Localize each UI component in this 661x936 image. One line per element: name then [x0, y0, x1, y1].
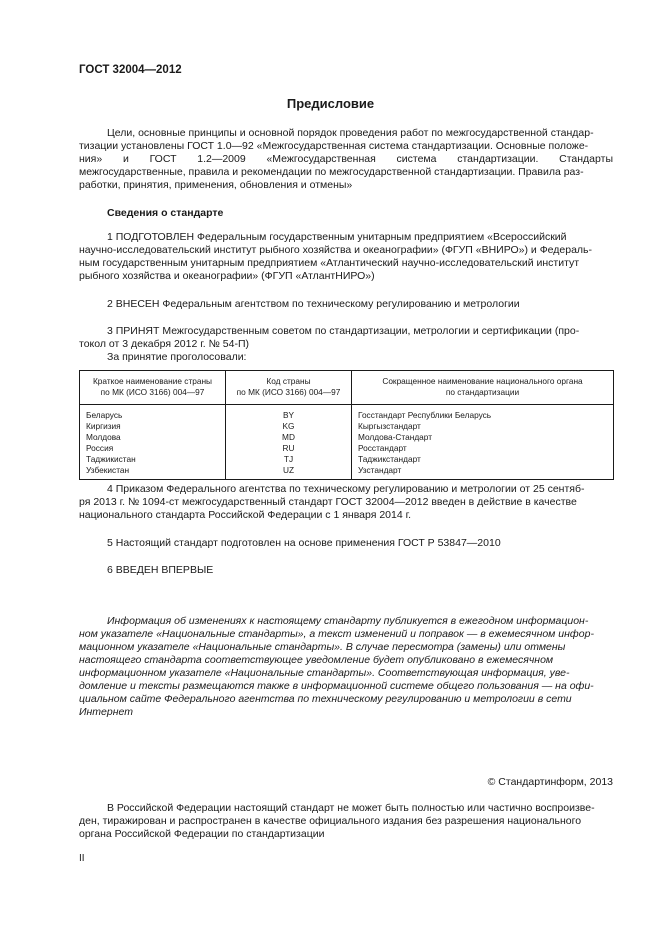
vote-table — [79, 370, 614, 480]
header-code: Код страны по МК (ИСО 3166) 004—97 — [226, 371, 352, 405]
code-cell: MD — [226, 432, 352, 443]
code-cell: UZ — [226, 465, 352, 480]
vote-caption: За принятие проголосовали: — [107, 351, 247, 363]
code-cell: BY — [226, 405, 352, 422]
item-1-paragraph — [79, 231, 613, 283]
text-line: 4 Приказом Федерального агентства по техническому регулированию и метрологии от 25 сентяб- — [107, 483, 585, 495]
text-line: 2 ВНЕСЕН Федеральным агентством по техническому регулированию и метрологии — [107, 298, 520, 310]
header-country: Краткое наименование страны по МК (ИСО 3166) 004—97 — [80, 371, 226, 405]
country-cell: Беларусь — [80, 405, 226, 422]
text-line: информационном указателе «Национальные стандарты». Соответствующая информация, уве- — [79, 667, 570, 679]
body-cell: Узстандарт — [352, 465, 614, 480]
reproduction-paragraph — [79, 802, 613, 841]
text-line: мационном указателе «Национальные стандарты». В случае пересмотра (замены) или отмены — [79, 641, 566, 653]
text-line: В Российской Федерации настоящий стандарт не может быть полностью или частично воспроизве- — [107, 802, 595, 814]
country-cell: Киргизия — [80, 421, 226, 432]
table-row — [80, 432, 614, 443]
table-row — [80, 443, 614, 454]
table-row — [80, 405, 614, 422]
body-cell: Молдова-Стандарт — [352, 432, 614, 443]
copyright: © Стандартинформ, 2013 — [487, 776, 613, 788]
text-line: 5 Настоящий стандарт подготовлен на основе применения ГОСТ Р 53847—2010 — [107, 537, 501, 549]
header-body: Сокращенное наименование национального органа по стандартизации — [352, 371, 614, 405]
code-cell: KG — [226, 421, 352, 432]
text-line: 6 ВВЕДЕН ВПЕРВЫЕ — [107, 564, 214, 576]
text-line: циальном сайте Федерального агентства по техническому регулированию и метрологии в сети — [79, 693, 572, 705]
table-header-row — [80, 371, 614, 405]
text-line: тизации установлены ГОСТ 1.0—92 «Межгосударственная система стандартизации. Основные положе- — [79, 140, 589, 152]
item-5-paragraph — [79, 537, 613, 550]
code-cell: RU — [226, 443, 352, 454]
text-line: 1 ПОДГОТОВЛЕН Федеральным государственным унитарным предприятием «Всероссийский — [107, 231, 567, 243]
country-cell: Таджикистан — [80, 454, 226, 465]
table-row — [80, 421, 614, 432]
text-line: ния» и ГОСТ 1.2—2009 «Межгосударственная система стандартизации. Стандарты — [79, 153, 613, 165]
text-line: ным государственным унитарным предприятием «Атлантический научно-исследовательский институт — [79, 257, 580, 269]
body-cell: Росстандарт — [352, 443, 614, 454]
text-line: 3 ПРИНЯТ Межгосударственным советом по стандартизации, метрологии и сертификации (про- — [107, 325, 580, 337]
code-cell: TJ — [226, 454, 352, 465]
text-line: Цели, основные принципы и основной порядок проведения работ по межгосударственной стандар- — [107, 127, 594, 139]
info-heading-text: Сведения о стандарте — [107, 207, 224, 219]
text-line: ном указателе «Национальные стандарты», а текст изменений и поправок — в ежемесячном инфор- — [79, 628, 594, 640]
text-line: домление и тексты размещаются также в информационной системе общего пользования — на офи- — [79, 680, 594, 692]
info-heading — [79, 207, 613, 220]
text-line: Информация об изменениях к настоящему стандарту публикуется в ежегодном информацион- — [107, 615, 589, 627]
text-line: рыбного хозяйства и океанографии» (ФГУП «АтлантНИРО») — [79, 270, 375, 282]
body-cell: Госстандарт Республики Беларусь — [352, 405, 614, 422]
body-cell: Таджикстандарт — [352, 454, 614, 465]
notice-paragraph — [79, 615, 613, 719]
body-cell: Кыргызстандарт — [352, 421, 614, 432]
text-line: национального стандарта Российской Федерации с 1 января 2014 г. — [79, 509, 412, 521]
text-line: ден, тиражирован и распространен в качестве официального издания без разрешения национального — [79, 815, 582, 827]
item-2-paragraph — [79, 298, 613, 311]
item-6-paragraph — [79, 564, 613, 577]
table-row — [80, 454, 614, 465]
text-line: ря 2013 г. № 1094-ст межгосударственный стандарт ГОСТ 32004—2012 введен в действие в качестве — [79, 496, 577, 508]
text-line: токол от 3 декабря 2012 г. № 54-П) — [79, 338, 250, 350]
country-cell: Узбекистан — [80, 465, 226, 480]
text-line: научно-исследовательский институт рыбного хозяйства и океанографии» (ФГУП «ВНИРО») и Федераль- — [79, 244, 593, 256]
text-line: органа Российской Федерации по стандартизации — [79, 828, 325, 840]
item-3-paragraph — [79, 325, 613, 364]
table-row — [80, 465, 614, 480]
page-number: II — [79, 853, 85, 864]
text-line: межгосударственные, правила и рекомендации по межгосударственной стандартизации. Правила раз- — [79, 166, 584, 178]
text-line: настоящего стандарта соответствующее уведомление будет опубликовано в ежемесячном — [79, 654, 554, 666]
text-line: работки, принятия, применения, обновления и отмены» — [79, 179, 353, 191]
intro-paragraph — [79, 127, 613, 192]
country-cell: Россия — [80, 443, 226, 454]
item-4-paragraph — [79, 483, 613, 522]
document-code: ГОСТ 32004—2012 — [79, 64, 182, 76]
country-cell: Молдова — [80, 432, 226, 443]
page-title: Предисловие — [286, 96, 375, 111]
text-line: Интернет — [79, 706, 133, 718]
